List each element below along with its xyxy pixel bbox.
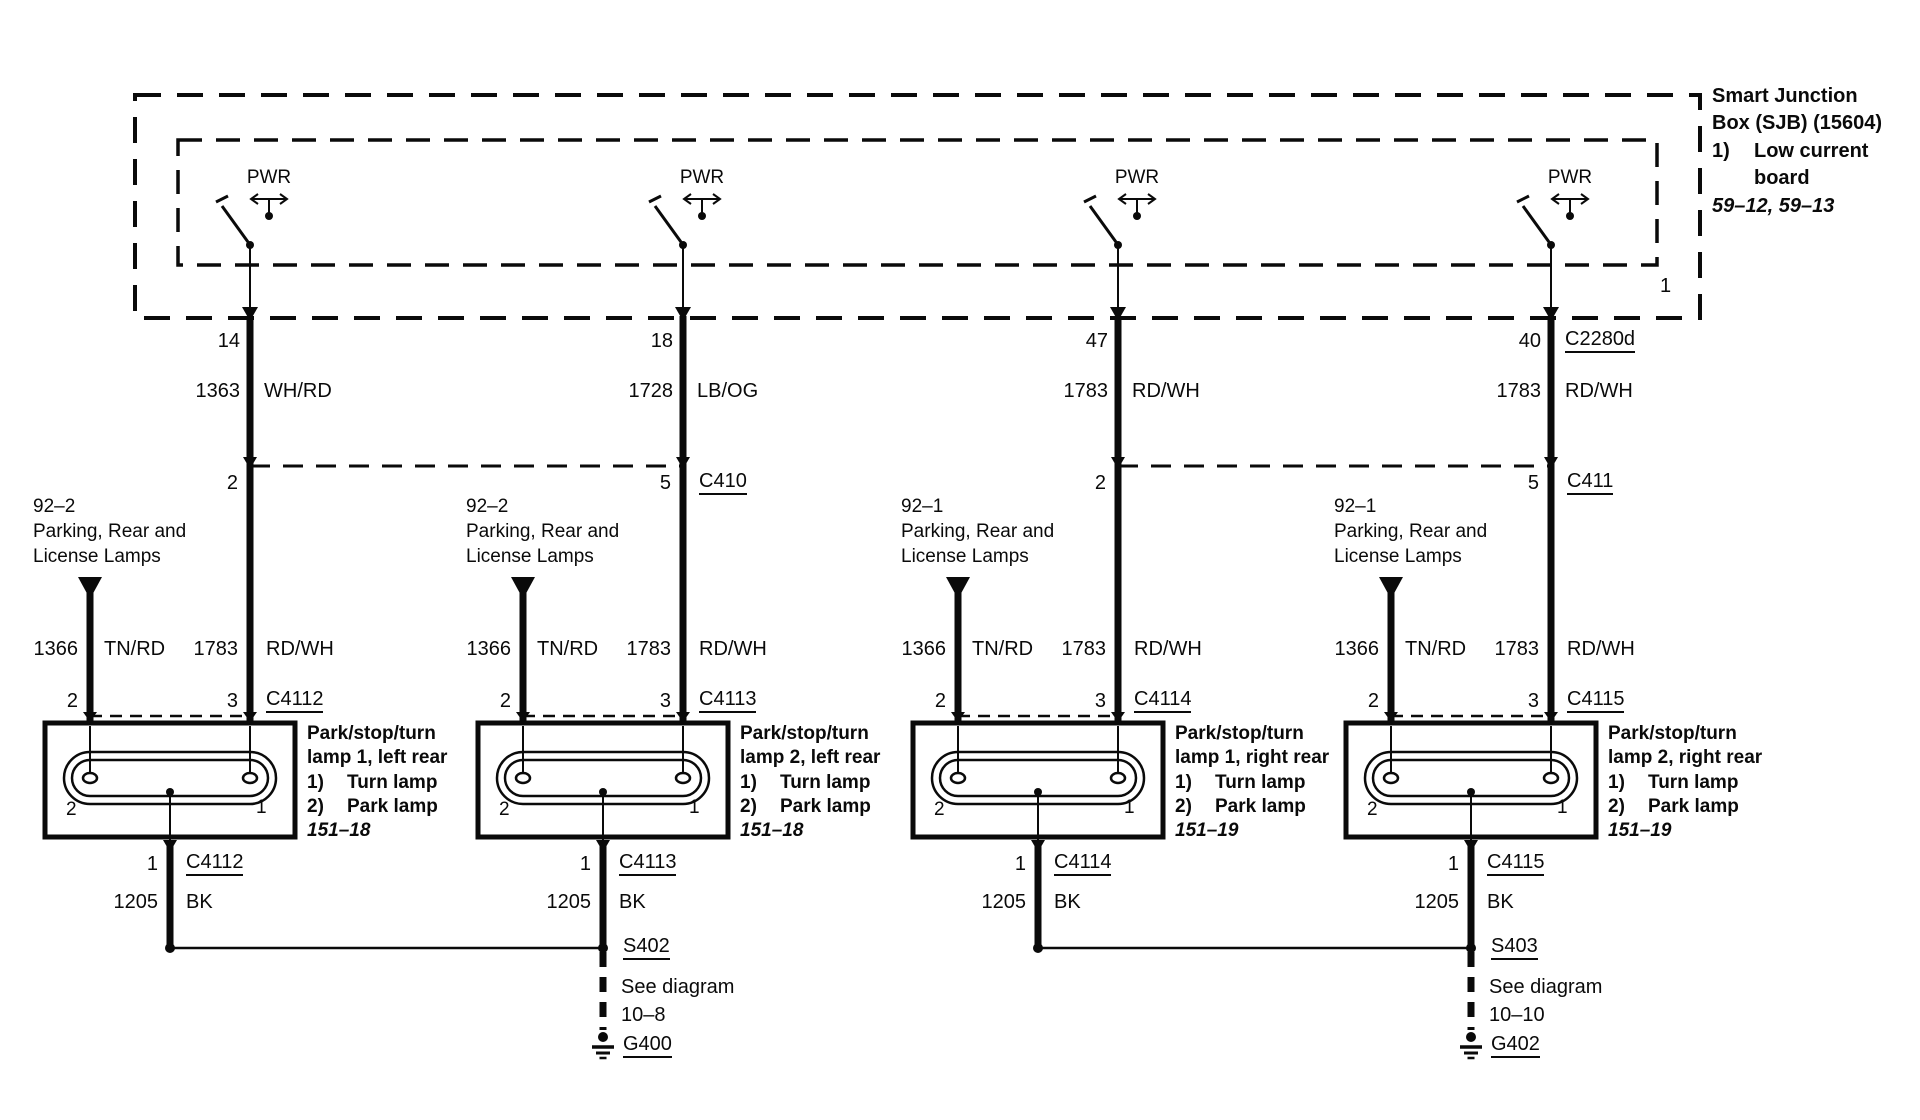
branch-pin-number: 2 [1367,690,1379,712]
lamp-item2-number: 2) [307,796,324,817]
branch-ref: 92–2 [466,496,509,517]
branch-ref: 92–2 [33,496,76,517]
branch-circuit-number: 1366 [33,638,78,660]
inline-pin-number: 2 [1094,472,1106,494]
main-wire-color: RD/WH [699,638,767,660]
lamp-item1-number: 1) [740,772,757,793]
main-circuit-number: 1783 [626,638,671,660]
sjb-pin-number: 40 [1518,330,1541,352]
lamp-title-line2: lamp 2, right rear [1608,747,1763,768]
ground-connector-label: C4114 [1054,852,1111,876]
ground-icon [1460,943,1482,1058]
lamp-item2-number: 2) [740,796,757,817]
lamp-item1-label: Turn lamp [1648,772,1739,793]
lamp-title-line2: lamp 1, left rear [307,747,448,768]
branch-circuit-number: 1366 [1334,638,1379,660]
circuit-column-art [45,194,295,948]
feed-wire-color: LB/OG [697,380,759,402]
bulb-pin-right: 1 [1557,797,1568,818]
inline-pin-number: 5 [659,472,671,494]
feed-circuit-number: 1728 [628,380,673,402]
splice-label: S402 [623,936,670,960]
see-diagram-ref: 10–8 [621,1004,666,1026]
lamp-title-line1: Park/stop/turn [1608,723,1737,744]
branch-desc-line2: License Lamps [466,546,594,567]
sjb-connector-label: C2280d [1565,329,1635,353]
lamp-connector-label: C4115 [1567,689,1624,713]
circuit-column-art [913,194,1163,948]
lamp-item2-label: Park lamp [1215,796,1306,817]
branch-desc-line1: Parking, Rear and [901,521,1055,542]
bulb-pin-right: 1 [689,797,700,818]
ground-pin-number: 1 [1447,853,1459,875]
circuit-column-art [1346,194,1596,948]
branch-pin-number: 2 [66,690,78,712]
branch-desc-line1: Parking, Rear and [1334,521,1488,542]
inline-pin-number: 2 [226,472,238,494]
ground-wire-color: BK [186,891,213,913]
ground-connector-label: C4112 [186,852,243,876]
inline-connector-label: C410 [699,471,747,495]
main-pin-number: 3 [659,690,671,712]
lamp-connector-label: C4113 [699,689,756,713]
sjb-pin-number: 18 [650,330,673,352]
main-wire-color: RD/WH [1134,638,1202,660]
main-pin-number: 3 [226,690,238,712]
lamp-item2-label: Park lamp [1648,796,1739,817]
sjb-pin-number: 47 [1085,330,1108,352]
sjb-board-tag: 1 [1660,275,1672,297]
bulb-pin-left: 2 [1367,799,1378,820]
sjb-pin-number: 14 [217,330,240,352]
lamp-connector-label: C4114 [1134,689,1191,713]
branch-wire-color: TN/RD [104,638,166,660]
splice-tie-line [1033,943,1471,953]
sjb-outer-box [135,95,1700,318]
ground-wire-color: BK [1487,891,1514,913]
main-pin-number: 3 [1094,690,1106,712]
sjb-page-ref: 59–12, 59–13 [1712,195,1835,217]
sjb-note-line2: board [1754,167,1810,189]
ground-pin-number: 1 [579,853,591,875]
splice-label: S403 [1491,936,1538,960]
feed-wire-color: RD/WH [1565,380,1633,402]
main-circuit-number: 1783 [1494,638,1539,660]
lamp-item1-number: 1) [1608,772,1625,793]
lamp-title-line1: Park/stop/turn [1175,723,1304,744]
bulb-pin-left: 2 [499,799,510,820]
main-circuit-number: 1783 [1061,638,1106,660]
lamp-item2-label: Park lamp [780,796,871,817]
branch-circuit-number: 1366 [901,638,946,660]
lamp-title-line1: Park/stop/turn [307,723,436,744]
see-diagram-text: See diagram [1489,976,1603,998]
ground-pin-number: 1 [146,853,158,875]
ground-pin-number: 1 [1014,853,1026,875]
sjb-note-line1: Low current [1754,140,1869,162]
lamp-item2-number: 2) [1608,796,1625,817]
ground-id-label: G400 [623,1034,672,1058]
lamp-item2-label: Park lamp [347,796,438,817]
lamp-item1-label: Turn lamp [1215,772,1306,793]
branch-wire-color: TN/RD [537,638,599,660]
lamp-connector-label: C4112 [266,689,323,713]
pwr-label: PWR [1114,167,1160,188]
branch-desc-line2: License Lamps [901,546,1029,567]
branch-circuit-number: 1366 [466,638,511,660]
see-diagram-text: See diagram [621,976,735,998]
lamp-page-ref: 151–19 [1175,820,1239,841]
feed-circuit-number: 1783 [1496,380,1541,402]
lamp-page-ref: 151–19 [1608,820,1672,841]
ground-wire-color: BK [1054,891,1081,913]
branch-desc-line1: Parking, Rear and [466,521,620,542]
branch-desc-line2: License Lamps [33,546,161,567]
lamp-item1-label: Turn lamp [347,772,438,793]
branch-pin-number: 2 [934,690,946,712]
lamp-item1-number: 1) [307,772,324,793]
ground-connector-label: C4115 [1487,852,1544,876]
lamp-page-ref: 151–18 [740,820,804,841]
bulb-pin-left: 2 [66,799,77,820]
pwr-label: PWR [246,167,292,188]
pwr-label: PWR [1547,167,1593,188]
see-diagram-ref: 10–10 [1489,1004,1545,1026]
lamp-item2-number: 2) [1175,796,1192,817]
branch-desc-line1: Parking, Rear and [33,521,187,542]
main-circuit-number: 1783 [193,638,238,660]
feed-wire-color: WH/RD [264,380,332,402]
lamp-page-ref: 151–18 [307,820,371,841]
main-pin-number: 3 [1527,690,1539,712]
lamp-title-line2: lamp 2, left rear [740,747,881,768]
ground-icon [592,943,614,1058]
feed-wire-color: RD/WH [1132,380,1200,402]
sjb-note-number: 1) [1712,140,1730,162]
lamp-title-line1: Park/stop/turn [740,723,869,744]
feed-circuit-number: 1783 [1063,380,1108,402]
ground-circuit-number: 1205 [113,891,158,913]
feed-circuit-number: 1363 [195,380,240,402]
ground-circuit-number: 1205 [546,891,591,913]
inline-connector-label: C411 [1567,471,1613,495]
splice-tie-line [165,943,603,953]
branch-wire-color: TN/RD [1405,638,1467,660]
bulb-pin-left: 2 [934,799,945,820]
sjb-title-line1: Smart Junction [1712,85,1858,107]
pwr-label: PWR [679,167,725,188]
main-wire-color: RD/WH [1567,638,1635,660]
branch-pin-number: 2 [499,690,511,712]
branch-ref: 92–1 [901,496,944,517]
ground-circuit-number: 1205 [1414,891,1459,913]
bulb-pin-right: 1 [1124,797,1135,818]
ground-wire-color: BK [619,891,646,913]
circuit-column-art [478,194,728,948]
lamp-title-line2: lamp 1, right rear [1175,747,1330,768]
lamp-item1-label: Turn lamp [780,772,871,793]
bulb-pin-right: 1 [256,797,267,818]
sjb-low-current-board-box [178,140,1657,265]
main-wire-color: RD/WH [266,638,334,660]
ground-id-label: G402 [1491,1034,1540,1058]
lamp-item1-number: 1) [1175,772,1192,793]
branch-ref: 92–1 [1334,496,1377,517]
ground-connector-label: C4113 [619,852,676,876]
branch-wire-color: TN/RD [972,638,1034,660]
ground-circuit-number: 1205 [981,891,1026,913]
inline-pin-number: 5 [1527,472,1539,494]
branch-desc-line2: License Lamps [1334,546,1462,567]
sjb-title-line2: Box (SJB) (15604) [1712,112,1883,134]
